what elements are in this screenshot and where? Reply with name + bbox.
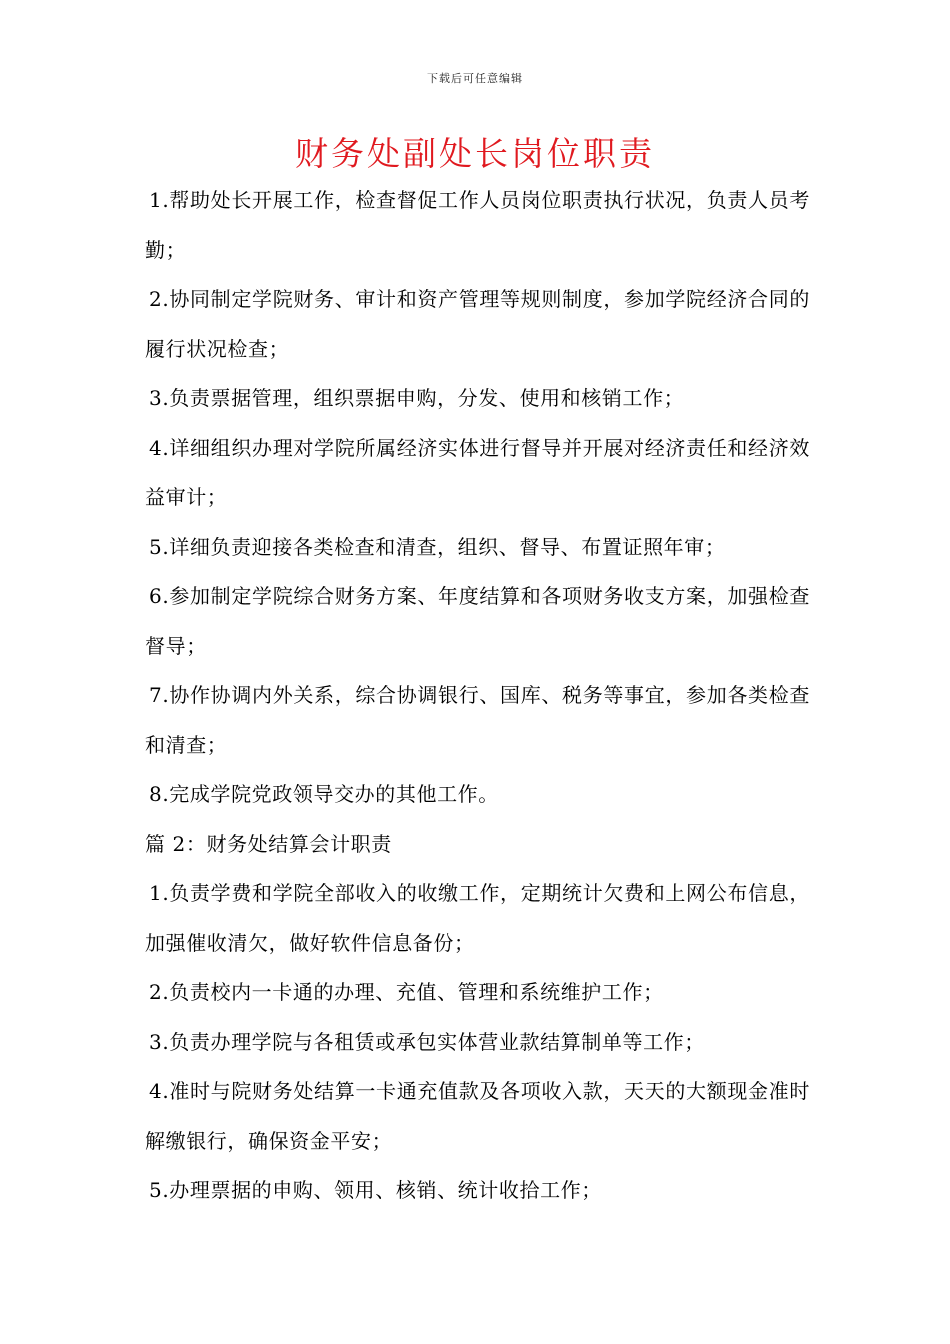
duty-item-5: 5.详细负责迎接各类检查和清查，组织、督导、布置证照年审； [149, 534, 726, 559]
duty-item-1: 1.帮助处长开展工作，检查督促工作人员岗位职责执行状况，负责人员考勤； [145, 188, 810, 262]
document-title: 财务处副处长岗位职责 [295, 134, 655, 173]
settlement-duty-item-5: 5.办理票据的申购、领用、核销、统计收拾工作； [149, 1178, 602, 1202]
settlement-duty-item-3: 3.负责办理学院与各租赁或承包实体营业款结算制单等工作； [149, 1029, 705, 1054]
duty-item-8: 8.完成学院党政领导交办的其他工作。 [149, 782, 499, 806]
section-2-heading: 篇 2：财务处结算会计职责 [145, 831, 392, 856]
duty-item-4: 4.详细组织办理对学院所属经济实体进行督导并开展对经济责任和经济效益审计； [145, 435, 810, 509]
settlement-duty-item-1: 1.负责学费和学院全部收入的收缴工作，定期统计欠费和上网公布信息，加强催收清欠，做好软件信息备份； [145, 881, 810, 955]
duty-item-2: 2.协同制定学院财务、审计和资产管理等规则制度，参加学院经济合同的履行状况检查； [145, 287, 810, 361]
document-body [145, 176, 810, 1216]
header-note: 下载后可任意编辑 [427, 72, 523, 85]
duty-item-7: 7.协作协调内外关系，综合协调银行、国库、税务等事宜，参加各类检查和清查； [145, 683, 810, 757]
settlement-duty-item-4: 4.准时与院财务处结算一卡通充值款及各项收入款，天天的大额现金准时解缴银行，确保资金平安； [145, 1079, 810, 1153]
settlement-duty-item-2: 2.负责校内一卡通的办理、充值、管理和系统维护工作； [149, 980, 664, 1004]
duty-item-3: 3.负责票据管理，组织票据申购，分发、使用和核销工作； [149, 386, 685, 410]
duty-item-6: 6.参加制定学院综合财务方案、年度结算和各项财务收支方案，加强检查督导； [145, 584, 810, 658]
